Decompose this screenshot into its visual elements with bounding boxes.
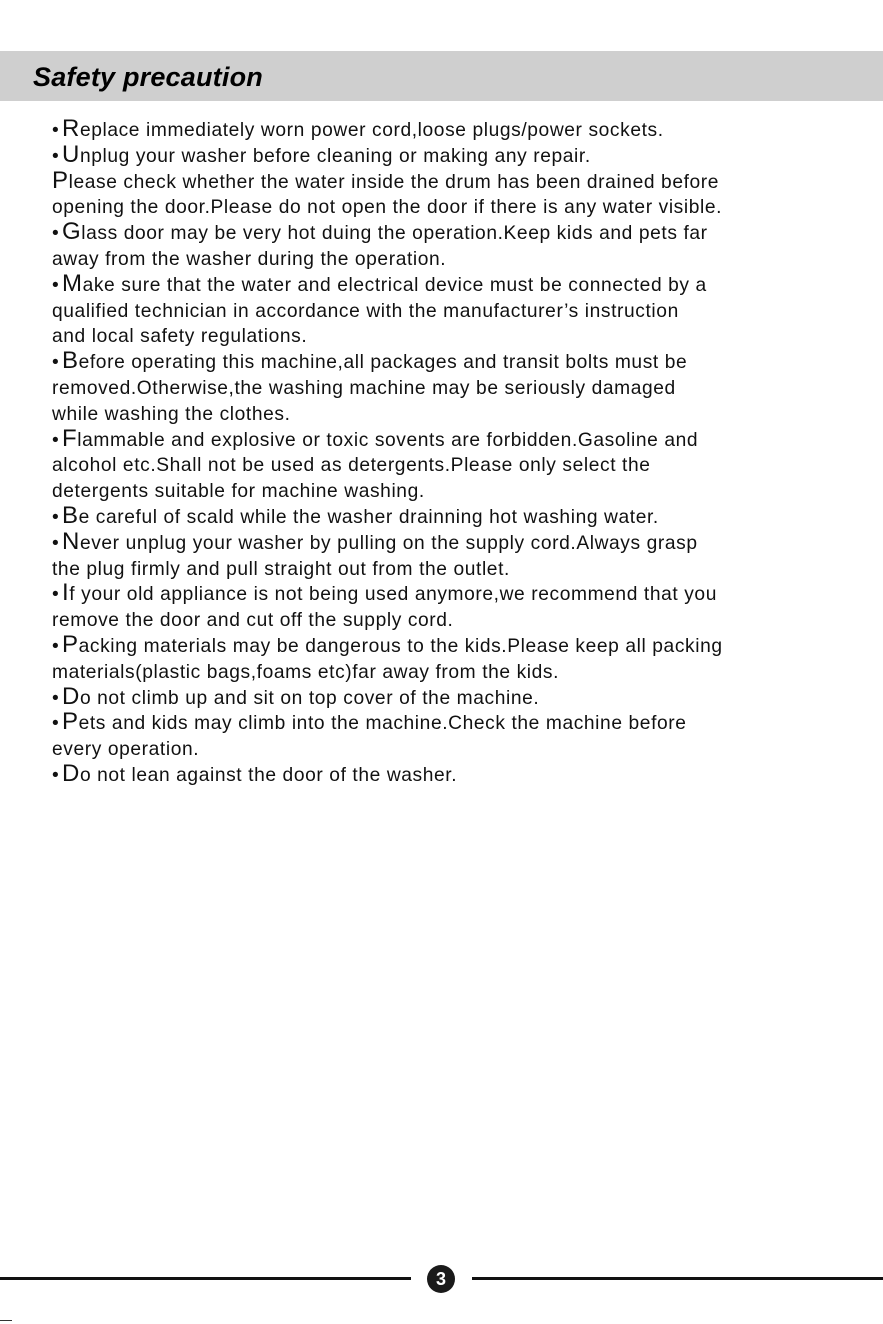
safety-item-line [52,299,842,325]
safety-item-line [52,376,842,402]
safety-item-line [52,630,842,660]
corner-mark [0,1320,12,1321]
bullet-dot: • [52,584,60,606]
initial-capital: B [62,501,79,529]
bullet-dot: • [52,274,60,296]
page-title: Safety precaution [33,62,263,92]
safety-item-text: o not lean against the door of the washer. [79,764,458,786]
safety-item-line [52,608,842,634]
initial-capital: G [62,218,82,246]
footer-rule-left [0,1277,411,1280]
safety-item-text: efore operating this machine,all packages and transit bolts must be [78,352,688,374]
safety-item-line [52,347,842,376]
safety-item-text: lass door may be very hot duing the operation.Keep kids and pets far [81,223,708,245]
safety-item-line [52,557,842,583]
initial-capital: P [62,708,79,736]
safety-item-line [52,424,842,454]
bullet-dot: • [52,506,60,528]
bullet-dot: • [52,429,60,451]
safety-item-text: lease check whether the water inside the drum has been drained before [68,171,720,193]
safety-list [52,115,842,789]
safety-item-text: o not climb up and sit on top cover of the machine. [79,687,540,709]
safety-item-line [52,166,842,196]
safety-item-text: and local safety regulations. [52,326,308,348]
safety-item-text: the plug firmly and pull straight out from the outlet. [52,558,510,580]
safety-item-line [52,140,842,170]
initial-capital: D [62,759,80,787]
footer-rule-right [472,1277,883,1280]
initial-capital: D [62,682,80,710]
initial-capital: I [62,579,70,607]
safety-item-text: materials(plastic bags,foams etc)far away from the kids. [52,661,560,683]
initial-capital: P [52,166,69,194]
safety-item-line [52,708,842,737]
header-band [0,51,883,101]
safety-item-line [52,115,842,144]
safety-item-text: away from the washer during the operation. [52,248,447,270]
bullet-dot: • [52,764,60,786]
safety-item-line [52,479,842,505]
safety-item-text: f your old appliance is not being used anymore,we recommend that you [69,584,717,606]
safety-item-line [52,402,842,428]
bullet-dot: • [52,145,60,167]
bullet-dot: • [52,635,60,657]
safety-item-text: qualified technician in accordance with the manufacturer’s instruction [52,300,679,322]
bullet-dot: • [52,713,60,735]
safety-item-text: nplug your washer before cleaning or making any repair. [79,145,591,167]
safety-item-line [52,527,842,557]
safety-item-text: ets and kids may climb into the machine.Check the machine before [78,713,687,735]
safety-item-line [52,759,842,789]
safety-item-line [52,660,842,686]
safety-item-text: ever unplug your washer by pulling on the supply cord.Always grasp [79,532,698,554]
bullet-dot: • [52,687,60,709]
safety-item-text: eplace immediately worn power cord,loose plugs/power sockets. [79,120,664,141]
safety-item-text: ake sure that the water and electrical device must be connected by a [82,274,707,296]
safety-item-line [52,501,842,531]
safety-item-line [52,324,842,350]
initial-capital: F [62,424,78,452]
bullet-dot: • [52,120,60,141]
bullet-dot: • [52,223,60,245]
bullet-dot: • [52,532,60,554]
safety-item-line [52,737,842,763]
safety-item-line [52,218,842,247]
safety-item-line [52,247,842,273]
initial-capital: U [62,140,80,168]
safety-item-text: every operation. [52,739,200,761]
safety-item-text: e careful of scald while the washer drainning hot washing water. [78,506,659,528]
safety-item-text: acking materials may be dangerous to the kids.Please keep all packing [78,635,723,657]
safety-item-text: detergents suitable for machine washing. [52,481,425,503]
bullet-dot: • [52,352,60,374]
initial-capital: B [62,347,79,375]
initial-capital: P [62,630,79,658]
safety-item-text: alcohol etc.Shall not be used as detergents.Please only select the [52,455,651,477]
safety-item-text: opening the door.Please do not open the door if there is any water visible. [52,197,723,219]
safety-item-line [52,579,842,608]
safety-item-line [52,195,842,221]
safety-item-line [52,453,842,479]
safety-item-text: while washing the clothes. [52,403,291,425]
page-number-badge: 3 [427,1265,455,1293]
safety-item-line [52,682,842,712]
safety-item-text: removed.Otherwise,the washing machine may be seriously damaged [52,377,676,399]
initial-capital: M [62,269,83,297]
initial-capital: R [62,115,80,142]
safety-item-text: remove the door and cut off the supply cord. [52,610,454,632]
safety-item-text: lammable and explosive or toxic sovents are forbidden.Gasoline and [77,429,699,451]
initial-capital: N [62,527,80,555]
safety-item-line [52,269,842,299]
